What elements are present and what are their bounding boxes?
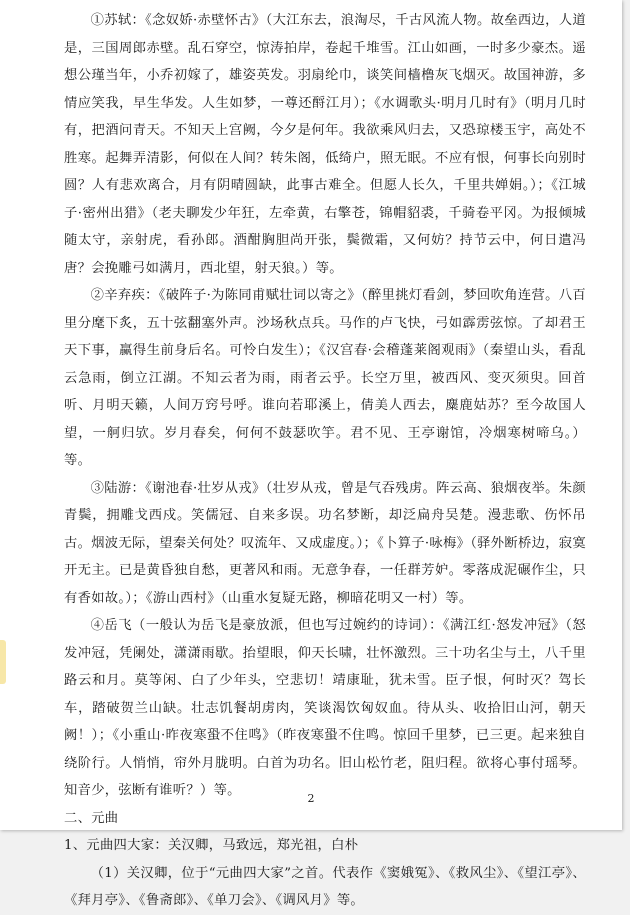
page-content (64, 7, 586, 915)
paragraph-su-shi: ①苏轼：《念奴娇·赤壁怀古》（大江东去，浪淘尽，千古风流人物。故垒西边，人道是，三国周郎赤壁。乱石穿空，惊涛拍岸，卷起千堆雪。江山如画，一时多少豪杰。遥想公瑾当年，小乔初嫁了，雄姿英发。羽扇纶巾，谈笑间樯橹灰飞烟灭。故国神游，多情应笑我，早生华发。人生如梦，一尊还酹江月）；《水调歌头·明月几时有》（明月几时有，把酒问青天。不知天上宫阙，今夕是何年。我欲乘风归去，又恐琼楼玉宇，高处不胜寒。起舞弄清影，何似在人间？转朱阁，低绮户，照无眠。不应有恨，何事长向别时圆？人有悲欢离合，月有阴晴圆缺，此事古难全。但愿人长久，千里共婵娟。）；《江城子·密州出猎》（老夫聊发少年狂，左牵黄，右擎苍，锦帽貂裘，千骑卷平冈。为报倾城随太守，亲射虎，看孙郎。酒酣胸胆尚开张，鬓微霜，又何妨？持节云中，何日遣冯唐？会挽雕弓如满月，西北望，射天狼。）等。 (64, 13, 586, 276)
side-highlight-marker (0, 640, 6, 684)
paragraph-xin-qiji: ②辛弃疾：《破阵子·为陈同甫赋壮词以寄之》（醉里挑灯看剑，梦回吹角连营。八百里分麾下炙，五十弦翻塞外声。沙场秋点兵。马作的卢飞快，弓如霹雳弦惊。了却君王天下事，赢得生前身后名。可怜白发生）；《汉宫春·会稽蓬莱阁观雨》（秦望山头，看乱云急雨，倒立江湖。不知云者为雨，雨者云乎。长空万里，被西风、变灭须臾。回首听、月明天籁，人间万窍号呼。谁向若耶溪上，倩美人西去，麋鹿姑苏？至今故国人望，一舸归欤。岁月春矣，何何不鼓瑟吹竽。君不见、王亭谢馆，冷烟寒树啼乌。）等。 (64, 288, 586, 468)
subsection-heading: 1、元曲四大家：关汉卿，马致远，郑光祖，白朴 (64, 838, 359, 853)
section-heading: 二、元曲 (64, 810, 119, 826)
paragraph-yue-fei: ④岳飞（一般认为岳飞是豪放派，但也写过婉约的诗词）：《满江红·怒发冲冠》（怒发冲冠，凭阑处，潇潇雨歇。抬望眼，仰天长啸，壮怀激烈。三十功名尘与土，八千里路云和月。莫等闲、白了少年头，空悲切！靖康耻，犹未雪。臣子恨，何时灭？驾长车，踏破贺兰山缺。壮志饥餐胡虏肉，笑谈渴饮匈奴血。待从头、收拾旧山河，朝天阙！）；《小重山·昨夜寒蛩不住鸣》（昨夜寒蛩不住鸣。惊回千里梦，已三更。起来独自绕阶行。人悄悄，帘外月胧明。白首为功名。旧山松竹老，阻归程。欲将心事付瑶琴。知音少，弦断有谁听？）等。 (64, 618, 586, 798)
page-number: 2 (307, 792, 315, 805)
paragraph-lu-you: ③陆游：《谢池春·壮岁从戎》（壮岁从戎，曾是气吞残虏。阵云高、狼烟夜举。朱颜青鬓，拥雕戈西戍。笑儒冠、自来多误。功名梦断，却泛扁舟吴楚。漫悲歌、伤怀吊古。烟波无际，望秦关何处？叹流年、又成虚度。）；《卜算子·咏梅》（驿外断桥边，寂寞开无主。已是黄昏独自愁，更著风和雨。无意争春，一任群芳妒。零落成泥碾作尘，只有香如故。）；《游山西村》（山重水复疑无路，柳暗花明又一村）等。 (64, 480, 586, 606)
paragraph-guan-hanqing: （1）关汉卿，位于“元曲四大家”之首。代表作《窦娥冤》、《救风尘》、《望江亭》、《拜月亭》、《鲁斋郎》、《单刀会》、《调风月》等。 (64, 865, 586, 908)
